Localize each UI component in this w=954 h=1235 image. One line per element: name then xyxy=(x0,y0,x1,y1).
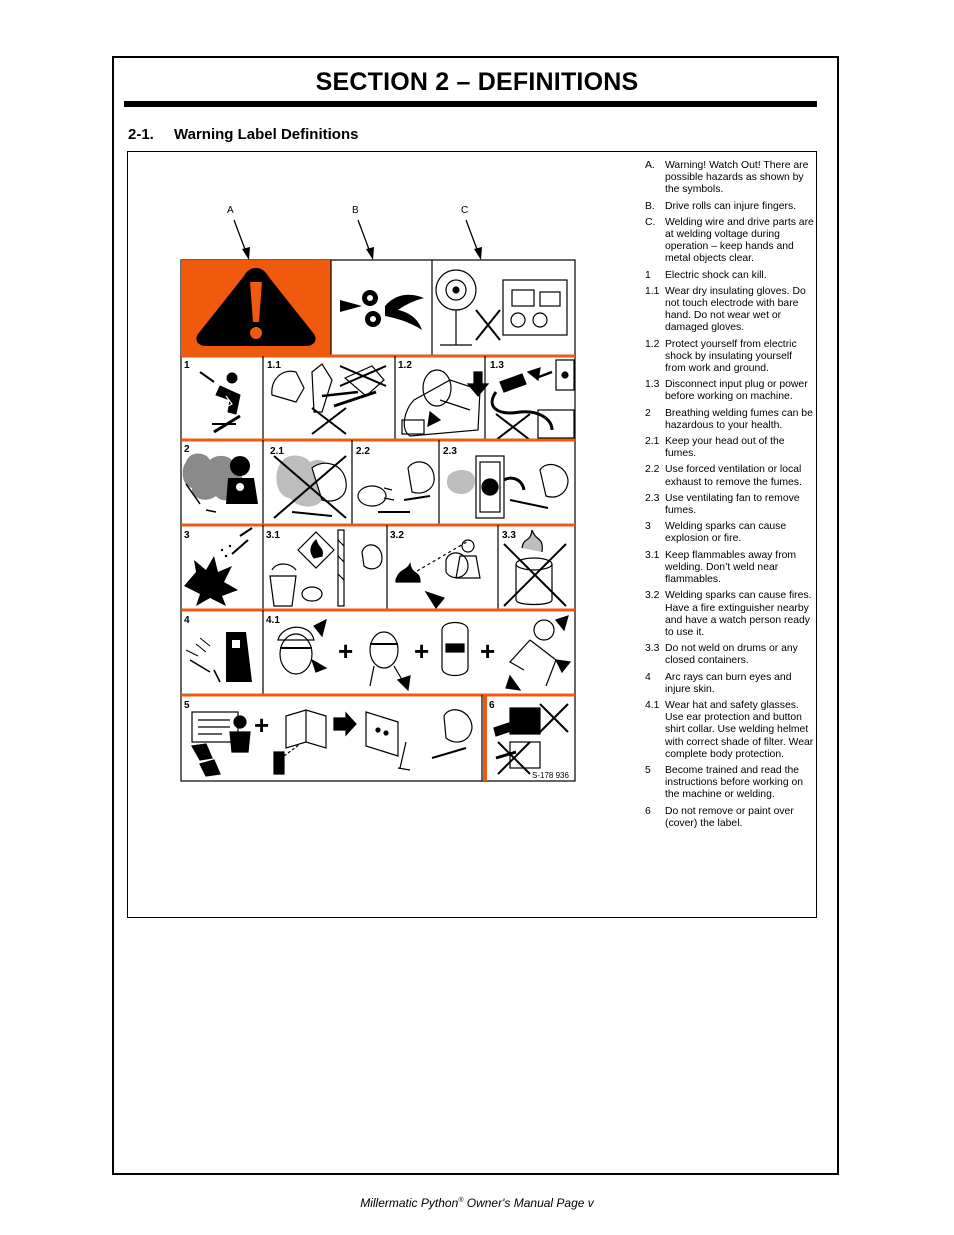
definition-key: 1.1 xyxy=(645,285,660,297)
definition-item xyxy=(645,521,815,545)
footer-product: Millermatic Python xyxy=(360,1196,459,1210)
tag-1-1: 1.1 xyxy=(267,360,281,371)
definition-item xyxy=(645,464,815,488)
definition-text: Keep flammables away from welding. Don’t weld near flammables. xyxy=(665,549,797,586)
definition-key: 3 xyxy=(645,521,651,533)
svg-text:+: + xyxy=(480,636,496,666)
definition-item xyxy=(645,201,815,213)
definition-key: 2.2 xyxy=(645,464,660,476)
definition-item xyxy=(645,806,815,830)
definition-item xyxy=(645,643,815,667)
definition-text: Disconnect input plug or power before working on machine. xyxy=(665,379,808,403)
definition-key: 4.1 xyxy=(645,699,660,711)
callout-c: C xyxy=(461,205,469,216)
definition-text: Welding wire and drive parts are at welding voltage during operation – keep hands and metal objects clear. xyxy=(665,216,814,265)
tag-4-1: 4.1 xyxy=(266,615,280,626)
definition-text: Electric shock can kill. xyxy=(665,269,767,281)
tag-1-3: 1.3 xyxy=(490,360,504,371)
page-footer xyxy=(0,1196,954,1210)
definition-key: 2.3 xyxy=(645,492,660,504)
definition-text: Use forced ventilation or local exhaust to remove the fumes. xyxy=(665,464,802,488)
definition-key: A. xyxy=(645,160,655,171)
definition-key: 2.1 xyxy=(645,436,660,448)
footer-page: Owner's Manual Page v xyxy=(463,1196,594,1210)
definition-key: 5 xyxy=(645,764,651,776)
definition-key: 3.2 xyxy=(645,590,660,602)
definition-text: Breathing welding fumes can be hazardous to your health. xyxy=(665,407,813,431)
definition-text: Keep your head out of the fumes. xyxy=(665,436,785,460)
tag-2-2: 2.2 xyxy=(356,446,370,457)
callout-b: B xyxy=(352,205,359,216)
definition-key: 6 xyxy=(645,805,651,817)
definition-key: 1.3 xyxy=(645,379,660,391)
tag-2-3: 2.3 xyxy=(443,446,457,457)
definition-item xyxy=(645,436,815,460)
definition-text: Welding sparks can cause fires. Have a fire extinguisher nearby and have a watch person ready to use it. xyxy=(665,590,812,638)
definition-text: Wear hat and safety glasses. Use ear protection and button shirt collar. Use welding helmet with correct shade of filter. Wear complete body protection. xyxy=(665,699,814,760)
definition-text: Do not remove or paint over (cover) the label. xyxy=(665,805,794,829)
svg-text:+: + xyxy=(414,636,430,666)
footer-registered-mark: ® xyxy=(458,1197,464,1204)
tag-3-1: 3.1 xyxy=(266,530,280,541)
definition-text: Drive rolls can injure fingers. xyxy=(665,200,797,212)
definition-item xyxy=(645,217,815,266)
tag-3-3: 3.3 xyxy=(502,530,516,541)
tag-2-1: 2.1 xyxy=(270,446,284,457)
callout-a: A xyxy=(227,205,234,216)
definition-text: Wear dry insulating gloves. Do not touch electrode with bare hand. Do not wear wet or damaged gloves. xyxy=(665,285,806,334)
section-title: SECTION 2 – DEFINITIONS xyxy=(315,68,639,96)
definition-item xyxy=(645,700,815,761)
part-number: S-178 936 xyxy=(532,771,569,780)
definition-text: Arc rays can burn eyes and injure skin. xyxy=(665,671,792,695)
definition-key: C. xyxy=(645,216,656,228)
tag-6: 6 xyxy=(489,700,495,711)
tag-4: 4 xyxy=(184,615,190,626)
definition-key: 4 xyxy=(645,671,651,683)
definition-key: 2 xyxy=(645,407,651,419)
definition-text: Become trained and read the instructions before working on the machine or welding. xyxy=(665,764,804,801)
definition-text: Use ventilating fan to remove fumes. xyxy=(665,492,800,517)
definition-key: B. xyxy=(645,200,655,212)
tag-1-2: 1.2 xyxy=(398,360,412,371)
tag-5: 5 xyxy=(184,700,190,711)
definition-item xyxy=(645,270,815,282)
subsection-number: 2-1. xyxy=(128,126,154,143)
definition-item xyxy=(645,379,815,403)
definition-item xyxy=(645,765,815,802)
definition-item xyxy=(645,286,815,335)
definition-item xyxy=(645,590,815,639)
definition-key: 3.3 xyxy=(645,643,660,655)
tag-3: 3 xyxy=(184,530,190,541)
definition-text: Warning! Watch Out! There are possible hazards as shown by the symbols. xyxy=(665,160,809,196)
definition-item xyxy=(645,408,815,432)
definition-text: Protect yourself from electric shock by insulating yourself from work and ground. xyxy=(665,338,797,375)
tag-1: 1 xyxy=(184,360,190,371)
tag-2: 2 xyxy=(184,444,190,455)
subsection-title: Warning Label Definitions xyxy=(174,126,359,143)
definition-item xyxy=(645,493,815,517)
tag-3-2: 3.2 xyxy=(390,530,404,541)
definition-text: Welding sparks can cause explosion or fire. xyxy=(665,521,787,545)
definition-item xyxy=(645,672,815,696)
definitions-list xyxy=(645,160,815,834)
definition-text: Do not weld on drums or any closed containers. xyxy=(665,643,798,667)
svg-text:+: + xyxy=(254,710,270,740)
definition-key: 1.2 xyxy=(645,338,660,350)
definition-key: 3.1 xyxy=(645,549,660,561)
definition-item xyxy=(645,550,815,587)
definition-item xyxy=(645,339,815,376)
definition-item xyxy=(645,160,815,197)
definition-key: 1 xyxy=(645,269,651,281)
callout-arrows xyxy=(234,220,482,260)
svg-text:+: + xyxy=(338,636,354,666)
